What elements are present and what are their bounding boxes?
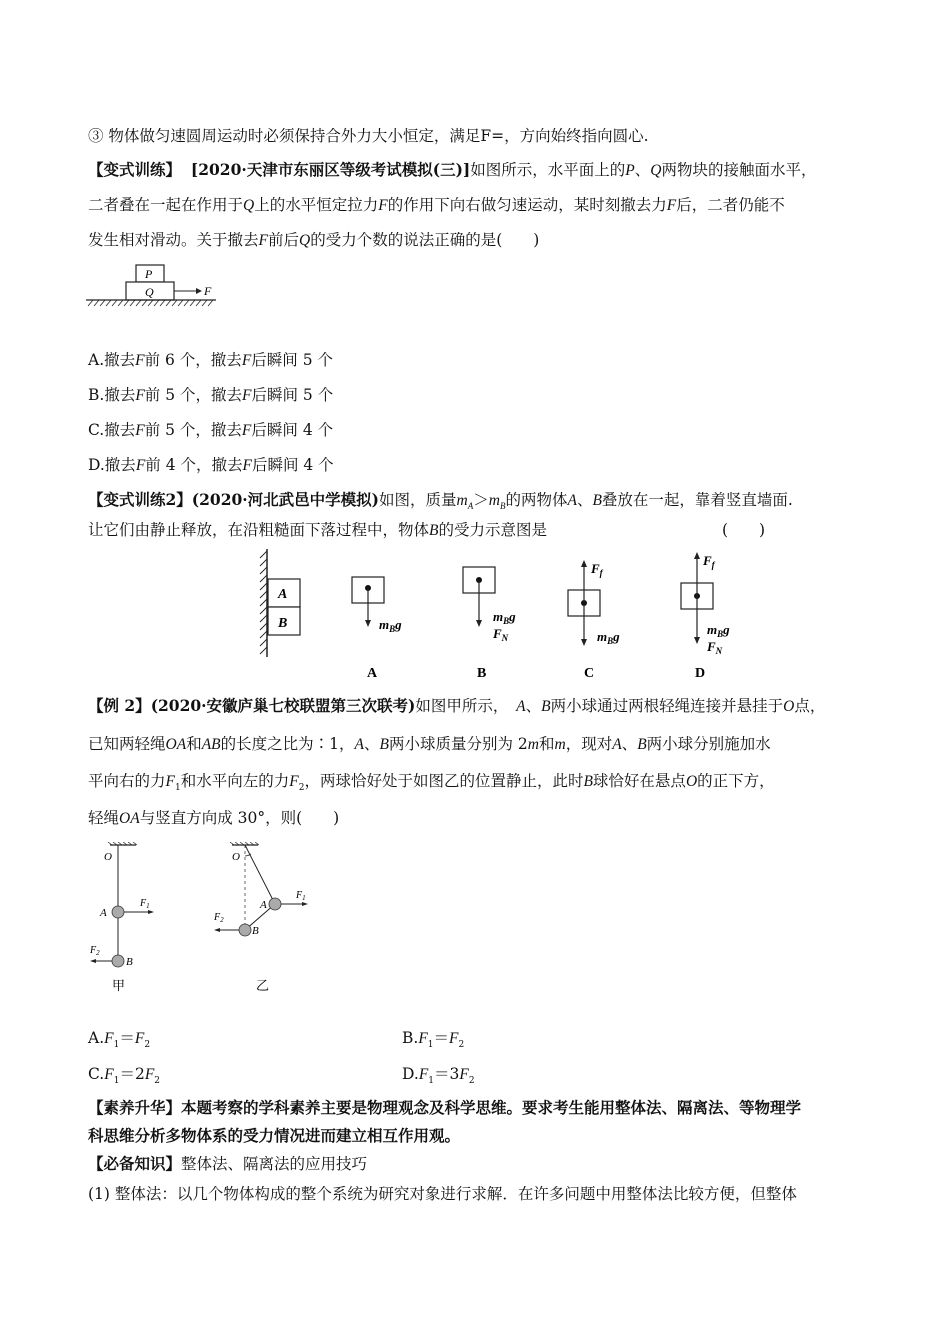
var-F: F: [258, 232, 268, 249]
ground-hatch: [88, 300, 213, 306]
suyang-line1: 【素养升华】本题考察的学科素养主要是物理观念及科学思维。要求考生能用整体法、隔离法、等物理学: [88, 1098, 802, 1117]
svg-text:C: C: [584, 666, 595, 681]
q2-line1: 【变式训练2】(2020·河北武邑中学模拟)如图，质量$m_A>m_B$的两物体A、B叠放在一起，靠着竖直墙面.: [88, 490, 793, 512]
q1-text: 两物块的接触面水平，: [661, 161, 817, 179]
svg-text:F1: $F_1$: [296, 890, 306, 902]
q1-option-d: D.撤去F前 4 个，撤去F后瞬间 4 个: [88, 456, 334, 474]
q1-option-c: C.撤去F前 5 个，撤去F后瞬间 4 个: [88, 421, 334, 439]
svg-text:mBg: $m_Bg$: [597, 629, 620, 646]
q1-source: [2020·天津市东丽区等级考试模拟(三)]: [190, 160, 471, 179]
q1-option-b: B.撤去F前 5 个，撤去F后瞬间 5 个: [88, 386, 334, 404]
q1-text: 如图所示，水平面上的: [470, 161, 626, 179]
q1-line2: [88, 195, 785, 216]
figure-jia: [89, 842, 154, 993]
svg-text:O: O: [104, 851, 112, 863]
ex2-option-a: $A.F_1=F_2$: [88, 1029, 151, 1051]
q1-text: 的作用下向右做匀速运动，某时刻撤去力: [387, 196, 667, 214]
svg-text:F1: $F_1$: [140, 898, 150, 910]
suyang-line2: 科思维分析多物体系的受力情况进而建立相互作用观。: [88, 1126, 461, 1145]
svg-text:A: A: [367, 666, 378, 681]
label-block-A: A: [278, 587, 288, 602]
svg-text:乙: 乙: [256, 978, 270, 993]
diagram-B: [463, 567, 516, 681]
label-block-B: B: [278, 616, 288, 631]
bibei-line: [88, 1154, 367, 1174]
q2-answer-paren: ( ): [722, 521, 766, 539]
var-Q: Q: [650, 162, 662, 179]
q2-source: (2020·河北武邑中学模拟): [191, 490, 380, 509]
svg-text:Ff: $F_f$: [591, 561, 603, 578]
var-Q: Q: [243, 197, 255, 214]
ex2-line3: 平向右的力$F_1$和水平向左的力$F_2$，两球恰好处于如图乙的位置静止，此时B球恰好在悬点O的正下方，: [88, 772, 775, 794]
svg-text:B: B: [477, 666, 487, 681]
var-F: F: [378, 197, 388, 214]
arrow-head: [196, 288, 202, 294]
text-line-circular-motion: ③ 物体做匀速圆周运动时必须保持合外力大小恒定，满足F=，方向始终指向圆心.: [88, 127, 649, 145]
svg-text:Ff: $F_f$: [703, 553, 715, 570]
ex2-option-b: $B.F_1=F_2$: [402, 1029, 465, 1051]
q1-line1: [88, 160, 816, 181]
label-F: F: [204, 284, 212, 298]
q2-tag: 【变式训练2】: [88, 490, 192, 509]
svg-text:B: B: [126, 956, 133, 968]
svg-text:甲: 甲: [112, 978, 126, 993]
svg-text:F2: $F_2$: [90, 945, 100, 957]
svg-text:mBg: $m_Bg$: [493, 609, 516, 626]
label-Q: Q: [145, 285, 154, 299]
q1-text: 前后: [267, 231, 299, 249]
ex2-option-c: $C.F_1=2F_2$: [88, 1065, 161, 1087]
q1-blocks-figure: [84, 262, 224, 310]
figure-yi: [213, 842, 308, 993]
ex2-line2: 已知两轻绳OA和AB的长度之比为∶1，A、B两小球质量分别为 2m和m，现对A、B两小球分别施加水: [88, 735, 771, 753]
bibei-text: 整体法、隔离法的应用技巧: [181, 1155, 368, 1173]
q1-text: 二者叠在一起在作用于: [88, 196, 244, 214]
sep: 、: [634, 161, 651, 179]
label-P: P: [145, 267, 153, 281]
svg-text:D: D: [695, 666, 706, 681]
last-line: (1) 整体法：以几个物体构成的整个系统为研究对象进行求解．在许多问题中用整体法比较方便，但整体: [88, 1185, 797, 1203]
ex2-line4: 轻绳OA与竖直方向成 30°，则( ): [88, 809, 340, 827]
ex2-line1: 【例 2】(2020·安徽庐巢七校联盟第三次联考)如图甲所示， A、B两小球通过两根轻绳连接并悬挂于O点，: [88, 696, 826, 715]
diagram-D: [681, 552, 730, 681]
svg-text:FN: $F_N$: [493, 626, 509, 643]
svg-text:mBg: $m_Bg$: [707, 622, 730, 639]
q2-force-diagrams: [255, 545, 755, 683]
svg-text:A: A: [260, 899, 267, 911]
q1-text: 发生相对滑动。关于撤去: [88, 231, 259, 249]
var-F: F: [666, 197, 677, 214]
q1-text: 上的水平恒定拉力: [254, 196, 379, 214]
q2-line2: 让它们由静止释放，在沿粗糙面下落过程中，物体B的受力示意图是: [88, 521, 547, 539]
svg-text:B: B: [252, 925, 259, 937]
var-P: P: [625, 162, 635, 179]
var-Q: Q: [299, 232, 311, 249]
svg-text:mBg: $m_Bg$: [379, 617, 402, 634]
bibei-tag: 【必备知识】: [88, 1154, 182, 1173]
diagram-A: [352, 577, 402, 681]
q1-text: 后，二者仍能不: [676, 196, 785, 214]
q1-line3: [88, 230, 539, 251]
ex2-tag: 【例 2】: [88, 696, 151, 715]
ex2-option-d: $D.F_1=3F_2$: [402, 1065, 475, 1087]
q1-text: 的受力个数的说法正确的是( ): [310, 231, 540, 249]
ex2-source: (2020·安徽庐巢七校联盟第三次联考): [150, 696, 416, 715]
svg-text:FN: $F_N$: [707, 639, 723, 656]
q1-tag: 【变式训练】: [88, 160, 182, 179]
svg-text:F2: $F_2$: [214, 912, 224, 924]
diagram-C: [568, 560, 620, 681]
svg-text:A: A: [100, 907, 107, 919]
q1-option-a: A.撤去F前 6 个，撤去F后瞬间 5 个: [88, 351, 333, 369]
wall-hatch: [260, 551, 267, 654]
svg-text:O: O: [232, 851, 240, 863]
ex2-pendulum-figure: [84, 842, 324, 997]
